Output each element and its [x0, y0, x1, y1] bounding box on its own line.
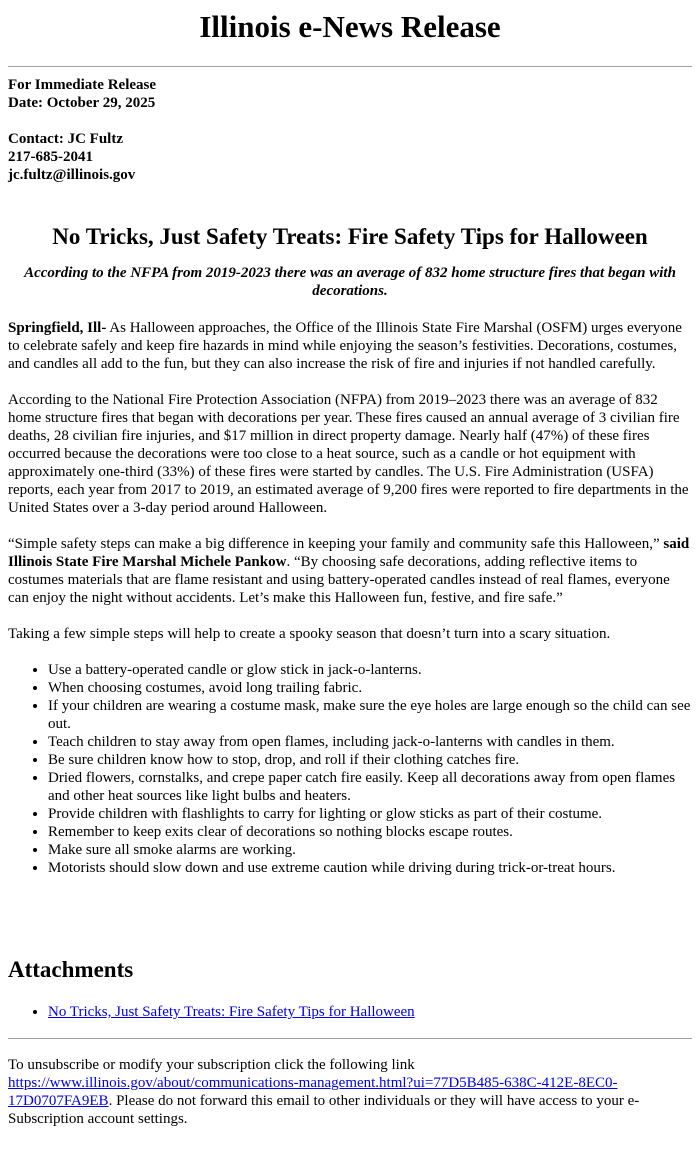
quote-attribution: said Illinois State Fire Marshal Michele Pankow — [8, 536, 690, 570]
list-item: • Dried flowers, cornstalks, and crepe paper catch fire easily. Keep all decorations away from open flames and other heat sources like light bulbs and heaters. — [48, 769, 692, 805]
list-item: • If your children are wearing a costume mask, make sure the eye holes are large enough so the child can see out. — [48, 697, 692, 733]
dateline: Springfield, Ill- — [8, 320, 107, 336]
article-paragraph-3 — [8, 535, 692, 607]
list-item: • Teach children to stay away from open flames, including jack-o-lanterns with candles in them. — [48, 733, 692, 751]
list-item: • When choosing costumes, avoid long trailing fabric. — [48, 679, 692, 697]
unsubscribe-text: To unsubscribe or modify your subscription click the following link — [8, 1057, 415, 1073]
contact-email: jc.fultz@illinois.gov — [8, 167, 136, 183]
article-subhead: According to the NFPA from 2019-2023 there was an average of 832 home structure fires that began with decorations. — [24, 265, 676, 299]
attachments-list — [8, 1003, 692, 1021]
page-title: Illinois e-News Release — [199, 9, 501, 44]
attachment-link[interactable]: No Tricks, Just Safety Treats: Fire Safety Tips for Halloween — [48, 1004, 415, 1020]
contact-phone: 217-685-2041 — [8, 149, 93, 165]
footer — [8, 1056, 692, 1128]
quote-end: . “By choosing safe decorations, adding reflective items to costumes materials that are flame resistant and using battery-operated candles instead of real flames, everyone can enjoy the night without accidents. Let’s make this Halloween fun, festive, and fire safe.” — [8, 554, 670, 606]
list-item: • Be sure children know how to stop, drop, and roll if their clothing catches fire. — [48, 751, 692, 769]
list-item: • Make sure all smoke alarms are working. — [48, 841, 692, 859]
header-divider — [8, 66, 692, 67]
release-line: For Immediate Release — [8, 77, 157, 93]
quote-start: “Simple safety steps can make a big difference in keeping your family and community safe this Halloween,” — [8, 536, 660, 552]
contact-name: Contact: JC Fultz — [8, 131, 123, 147]
attachment-item — [48, 1003, 692, 1021]
forward-warning: . Please do not forward this email to other individuals or they will have access to your e-Subscription account settings. — [8, 1093, 640, 1127]
footer-divider — [8, 1038, 692, 1039]
list-item: • Motorists should slow down and use extreme caution while driving during trick-or-treat hours. — [48, 859, 692, 877]
article-headline: No Tricks, Just Safety Treats: Fire Safety Tips for Halloween — [52, 224, 648, 249]
list-item: • Provide children with flashlights to carry for lighting or glow sticks as part of their costume. — [48, 805, 692, 823]
article-paragraph-1 — [8, 319, 692, 373]
list-item: • Remember to keep exits clear of decorations so nothing blocks escape routes. — [48, 823, 692, 841]
article-paragraph-4: Taking a few simple steps will help to create a spooky season that doesn’t turn into a scary situation. — [8, 626, 611, 642]
release-date: Date: October 29, 2025 — [8, 95, 156, 111]
unsubscribe-link[interactable]: https://www.illinois.gov/about/communications-management.html?ui=77D5B485-638C-412E-8EC0-17D0707FA9EB — [8, 1075, 618, 1109]
release-meta — [8, 76, 692, 184]
list-item: • Use a battery-operated candle or glow stick in jack-o-lanterns. — [48, 661, 692, 679]
attachments-heading: Attachments — [8, 957, 134, 982]
article-paragraph-2: According to the National Fire Protection Association (NFPA) from 2019–2023 there was an average of 832 home structure fires that began with decorations per year. These fires caused an annual average of 3 civilian fire deaths, 28 civilian fire injuries, and $17 million in direct property damage. Nearly half (47%) of these fires occurred because the decorations were too close to a heat source, such as a candle or hot equipment with approximately one-third (33%) of these fires were started by candles. The U.S. Fire Administration (USFA) reports, each year from 2017 to 2019, an estimated average of 9,200 fires were reported to fire departments in the United States over a 3-day period around Halloween. — [8, 392, 689, 516]
safety-tips-list — [8, 661, 692, 877]
paragraph-1-text: As Halloween approaches, the Office of the Illinois State Fire Marshal (OSFM) urges everyone to celebrate safely and keep fire hazards in mind while enjoying the season’s festivities. Decorations, costumes, and candles all add to the fun, but they can also increase the risk of fire and injuries if not handled carefully. — [8, 320, 682, 372]
